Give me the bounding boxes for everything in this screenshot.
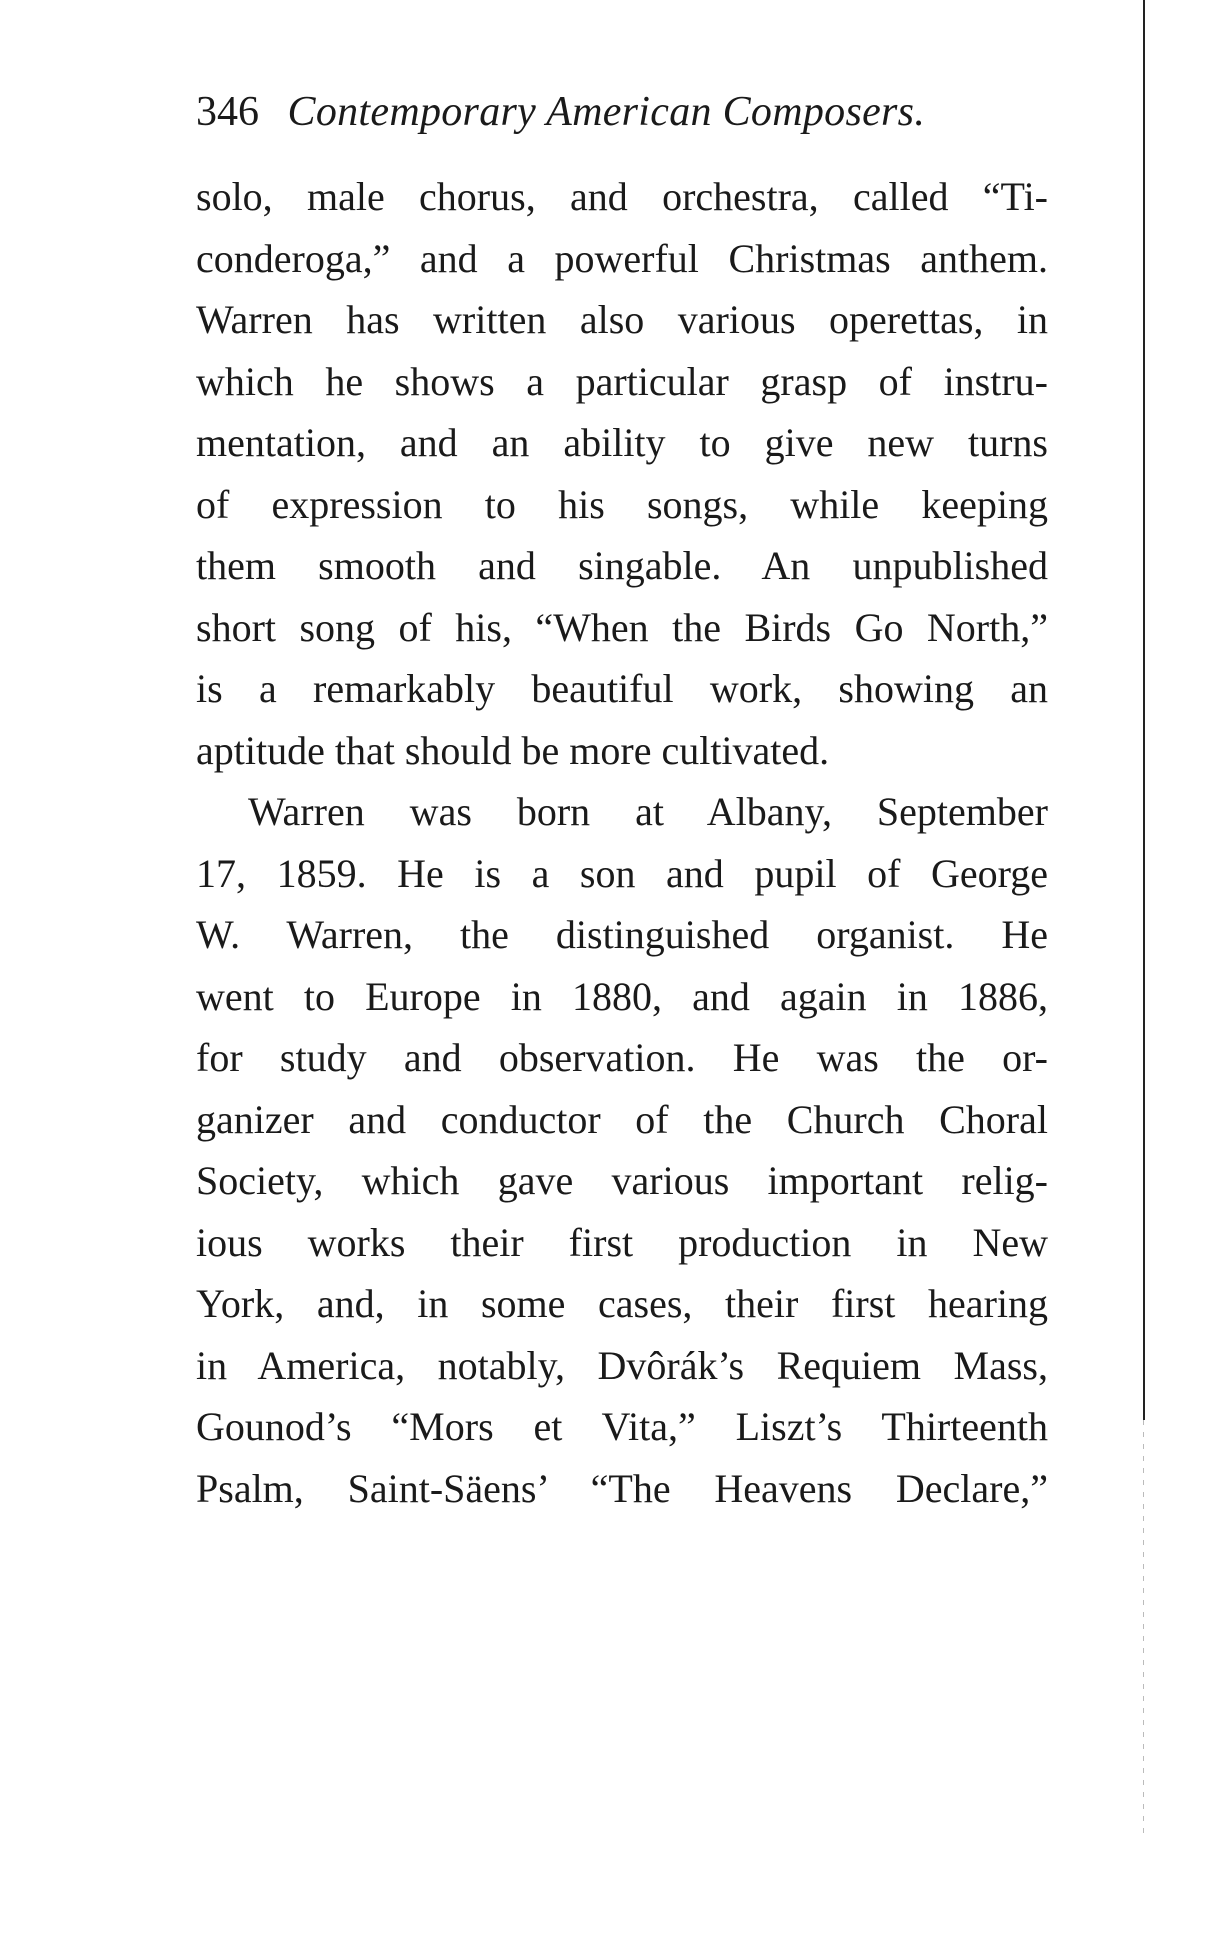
page-edge-rule xyxy=(1143,0,1145,1420)
text-line: York, and, in some cases, their first hearing xyxy=(196,1281,1048,1326)
paragraph-start-line: Warren was born at Albany, September xyxy=(248,789,1048,834)
text-line: ious works their first production in New xyxy=(196,1219,1048,1265)
text-line: of expression to his songs, while keeping xyxy=(196,481,1048,527)
text-line: solo, male chorus, and orchestra, called “Ti- xyxy=(196,174,1048,219)
text-line: mentation, and an ability to give new turns xyxy=(196,420,1048,465)
paragraph-end-line: aptitude that should be more cultivated. xyxy=(196,727,830,773)
page-edge-rule-faint xyxy=(1143,1420,1144,1840)
body-text xyxy=(196,166,1048,1519)
running-title: Contemporary American Composers. xyxy=(287,89,926,135)
text-line: 17, 1859. He is a son and pupil of George xyxy=(196,850,1048,896)
text-line: Gounod’s “Mors et Vita,” Liszt’s Thirteenth xyxy=(196,1404,1048,1449)
text-line: which he shows a particular grasp of instru- xyxy=(196,358,1048,404)
text-line: Society, which gave various important relig- xyxy=(196,1158,1048,1203)
text-line: W. Warren, the distinguished organist. He xyxy=(196,912,1048,957)
text-line: Psalm, Saint-Säens’ “The Heavens Declare,” xyxy=(196,1465,1048,1511)
text-line: ganizer and conductor of the Church Choral xyxy=(196,1096,1048,1142)
text-line: short song of his, “When the Birds Go North,” xyxy=(196,604,1048,650)
text-line: went to Europe in 1880, and again in 1886, xyxy=(196,973,1048,1019)
running-header xyxy=(196,82,1056,142)
page-number: 346 xyxy=(196,89,259,135)
text-line: is a remarkably beautiful work, showing an xyxy=(196,666,1048,711)
text-line: them smooth and singable. An unpublished xyxy=(196,543,1048,588)
text-line: Warren has written also various operettas, in xyxy=(196,297,1048,342)
text-line: for study and observation. He was the or- xyxy=(196,1035,1048,1080)
text-line: conderoga,” and a powerful Christmas anthem. xyxy=(196,235,1048,281)
text-line: in America, notably, Dvôrák’s Requiem Mass, xyxy=(196,1342,1048,1388)
